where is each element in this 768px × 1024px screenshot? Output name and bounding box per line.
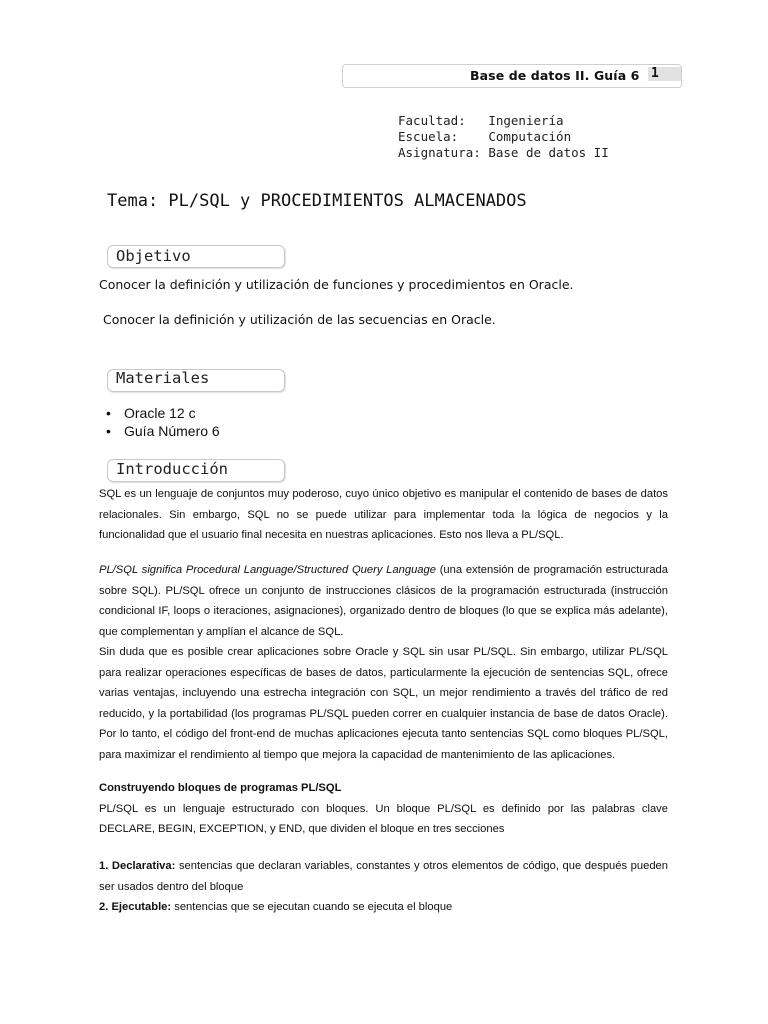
introduccion-heading: Introducción <box>116 460 228 478</box>
list-item-text: Guía Número 6 <box>124 423 220 439</box>
objetivo-line-2: Conocer la definición y utilización de las secuencias en Oracle. <box>103 312 496 327</box>
meta-value: Ingeniería <box>480 113 564 128</box>
document-meta <box>398 113 609 161</box>
materiales-list <box>106 404 220 440</box>
list-item <box>106 404 220 422</box>
italic-text: PL/SQL significa Procedural Language/Structured Query Language <box>99 564 436 576</box>
item-label: 2. Ejecutable: <box>99 901 172 913</box>
bullet-icon: • <box>106 405 111 421</box>
paragraph-text: SQL es un lenguaje de conjuntos muy poderoso, cuyo único objetivo es manipular el contenido de bases de datos relacionales. Sin embargo, SQL no se puede utilizar para implementar toda la lógica de negocios y la funcionalidad que el usuario final necesita en nuestras aplicaciones. Esto nos lleva a PL/SQL. <box>99 488 668 541</box>
intro-paragraph-2 <box>99 560 668 765</box>
list-item-text: Oracle 12 c <box>124 405 196 421</box>
bloques-paragraph: PL/SQL es un lenguaje estructurado con bloques. Un bloque PL/SQL es definido por las palabras clave DECLARE, BEGIN, EXCEPTION, y END, que dividen el bloque en tres secciones <box>99 802 668 835</box>
meta-value: Computación <box>480 129 572 144</box>
bloques-items <box>99 856 668 918</box>
meta-escuela <box>398 129 609 145</box>
meta-value: Base de datos II <box>480 145 609 160</box>
paragraph-rest: (una extensión de programación estructurada sobre SQL). PL/SQL ofrece un conjunto de instrucciones clásicos de la programación estructurada (instrucción condicional IF, loops o iteraciones, asignaciones), organizado dentro de bloques (lo que se explica más adelante), que complementan y amplían el alcance de SQL. <box>99 564 668 638</box>
meta-facultad <box>398 113 609 129</box>
meta-asignatura <box>398 145 609 161</box>
objetivo-line-1: Conocer la definición y utilización de funciones y procedimientos en Oracle. <box>99 277 574 292</box>
item-label: 1. Declarativa: <box>99 860 176 872</box>
bloques-item-2 <box>99 897 668 918</box>
list-item <box>106 422 220 440</box>
item-text: sentencias que declaran variables, constantes y otros elementos de código, que después pueden ser usados dentro del bloque <box>99 860 668 893</box>
page-number: 1 <box>651 66 659 81</box>
meta-label: Facultad: <box>398 113 481 128</box>
bloques-item-1 <box>99 856 668 897</box>
paragraph-text <box>99 560 668 642</box>
topic-title: Tema: PL/SQL y PROCEDIMIENTOS ALMACENADOS <box>107 191 527 211</box>
bullet-icon: • <box>106 423 111 439</box>
meta-label: Escuela: <box>398 129 481 144</box>
intro-paragraph-1 <box>99 484 668 546</box>
bloques-section <box>99 778 668 840</box>
intro-paragraph-3: Sin duda que es posible crear aplicaciones sobre Oracle y SQL sin usar PL/SQL. Sin embargo, utilizar PL/SQL para realizar operaciones específicas de bases de datos, particularmente la ejecución de sentencias SQL, ofrece varias ventajas, incluyendo una estrecha integración con SQL, un mejor rendimiento a través del tráfico de red reducido, y la portabilidad (los programas PL/SQL pueden correr en cualquier instancia de base de datos Oracle). Por lo tanto, el código del front-end de muchas aplicaciones ejecuta tanto sentencias SQL como bloques PL/SQL, para maximizar el rendimiento al tiempo que mejora la capacidad de mantenimiento de las aplicaciones. <box>99 646 668 761</box>
item-text: sentencias que se ejecutan cuando se ejecuta el bloque <box>171 901 453 913</box>
materiales-heading: Materiales <box>116 369 210 387</box>
meta-label: Asignatura: <box>398 145 481 160</box>
objetivo-heading: Objetivo <box>116 247 191 265</box>
bloques-heading: Construyendo bloques de programas PL/SQL <box>99 782 342 794</box>
header-title: Base de datos II. Guía 6 <box>470 68 640 83</box>
